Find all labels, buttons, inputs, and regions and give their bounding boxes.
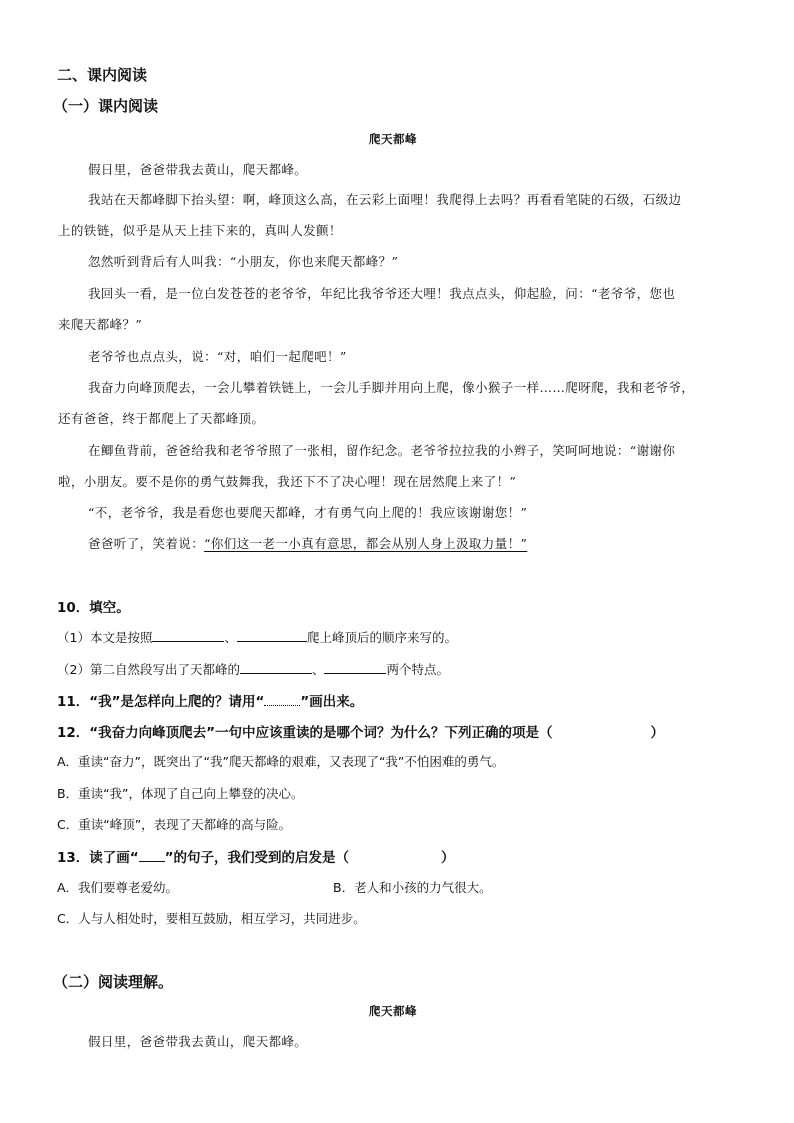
part1-heading: （一）课内阅读 (53, 97, 159, 115)
part2-passage-title: 爬天都峰 (369, 1004, 417, 1018)
q10-2-blank-2[interactable] (324, 661, 386, 674)
passage-paragraph: 来爬天都峰？” (58, 317, 143, 332)
q10-1-text-c: 爬上峰顶后的顺序来写的。 (306, 630, 457, 645)
q13-text-b: ”的句子，我们受到的启发是（ (164, 850, 350, 866)
q10-item-1 (57, 628, 457, 646)
passage-paragraph: 在鲫鱼背前，爸爸给我和老爷爷照了一张相，留作纪念。老爷爷拉拉我的小辫子，笑呵呵地说：“谢谢你 (88, 443, 676, 458)
q12-option-c: C．重读“峰顶”，表现了天都峰的高与险。 (57, 817, 292, 832)
part2-passage-paragraph: 假日里，爸爸带我去黄山，爬天都峰。 (88, 1034, 308, 1049)
q10-2-sep: 、 (311, 662, 325, 677)
q10-1-blank-2[interactable] (237, 629, 307, 642)
q12-close-paren: ） (650, 725, 665, 741)
passage-paragraph: 还有爸爸，终于都爬上了天都峰顶。 (58, 411, 265, 426)
q12-title (57, 721, 664, 741)
q13-line-mark (139, 849, 165, 862)
q10-1-blank-1[interactable] (152, 629, 224, 642)
q10-1-text-a: （1）本文是按照 (57, 630, 153, 645)
passage-paragraph: 我奋力向峰顶爬去，一会儿攀着铁链上，一会儿手脚并用向上爬，像小猴子一样……爬呀爬，我和老爷爷， (88, 380, 695, 395)
q10-2-text-a: （2）第二自然段写出了天都峰的 (57, 662, 240, 677)
part2-heading: （二）阅读理解。 (53, 973, 174, 991)
passage-paragraph: 老爷爷也点点头，说：“对，咱们一起爬吧！” (88, 349, 347, 364)
q13-title (57, 846, 455, 866)
passage-title: 爬天都峰 (369, 132, 417, 146)
q12-option-b: B．重读“我”，体现了自己向上攀登的决心。 (57, 786, 304, 801)
q13-option-c: C．人与人相处时，要相互鼓励，相互学习，共同进步。 (57, 911, 366, 926)
passage-paragraph: 我站在天都峰脚下抬头望：啊，峰顶这么高，在云彩上面哩！我爬得上去吗？再看看笔陡的石级，石级边 (88, 192, 682, 207)
q10-2-text-c: 两个特点。 (386, 662, 449, 677)
q13-option-a: A．我们要尊老爱幼。 (57, 880, 179, 895)
q13-text-a: 13．读了画“ (57, 850, 139, 866)
q10-1-sep: 、 (224, 630, 237, 645)
q12-option-a: A．重读“奋力”，既突出了“我”爬天都峰的艰难，又表现了“我”不怕困难的勇气。 (57, 754, 505, 769)
q10-title: 10．填空。 (57, 600, 130, 616)
passage-paragraph: “不，老爷爷，我是看您也要爬天都峰，才有勇气向上爬的！我应该谢谢您！” (88, 505, 528, 520)
passage-paragraph-last (88, 534, 527, 552)
q12-title-text: 12．“我奋力向峰顶爬去”一句中应该重读的是哪个词？为什么？下列正确的项是（ (57, 725, 553, 741)
q10-2-blank-1[interactable] (240, 661, 312, 674)
q13-option-b: B．老人和小孩的力气很大。 (333, 880, 492, 895)
q11-text-a: 11．“我”是怎样向上爬的？请用“ (57, 694, 265, 710)
q11-text-b: ”画出来。 (300, 694, 364, 710)
passage-text: 爸爸听了，笑着说： (88, 536, 205, 551)
passage-paragraph: 上的铁链，似乎是从天上挂下来的，真叫人发颤！ (58, 223, 342, 238)
passage-paragraph: 忽然听到背后有人叫我：“小朋友，你也来爬天都峰？” (88, 254, 399, 269)
passage-paragraph: 我回头一看，是一位白发苍苍的老爷爷，年纪比我爷爷还大哩！我点点头，仰起脸，问：“老爷爷，您也 (88, 286, 676, 301)
section-heading: 二、课内阅读 (57, 66, 148, 84)
q10-item-2 (57, 660, 449, 678)
underlined-sentence: “你们这一老一小真有意思，都会从别人身上汲取力量！” (204, 536, 528, 551)
q11-wavy-line-mark (264, 693, 300, 706)
q13-close-paren: ） (441, 850, 455, 866)
passage-paragraph: 假日里，爸爸带我去黄山，爬天都峰。 (88, 162, 308, 177)
passage-paragraph: 啦，小朋友。要不是你的勇气鼓舞我，我还下不了决心哩！现在居然爬上来了！” (58, 474, 517, 489)
q11-text (57, 690, 363, 710)
